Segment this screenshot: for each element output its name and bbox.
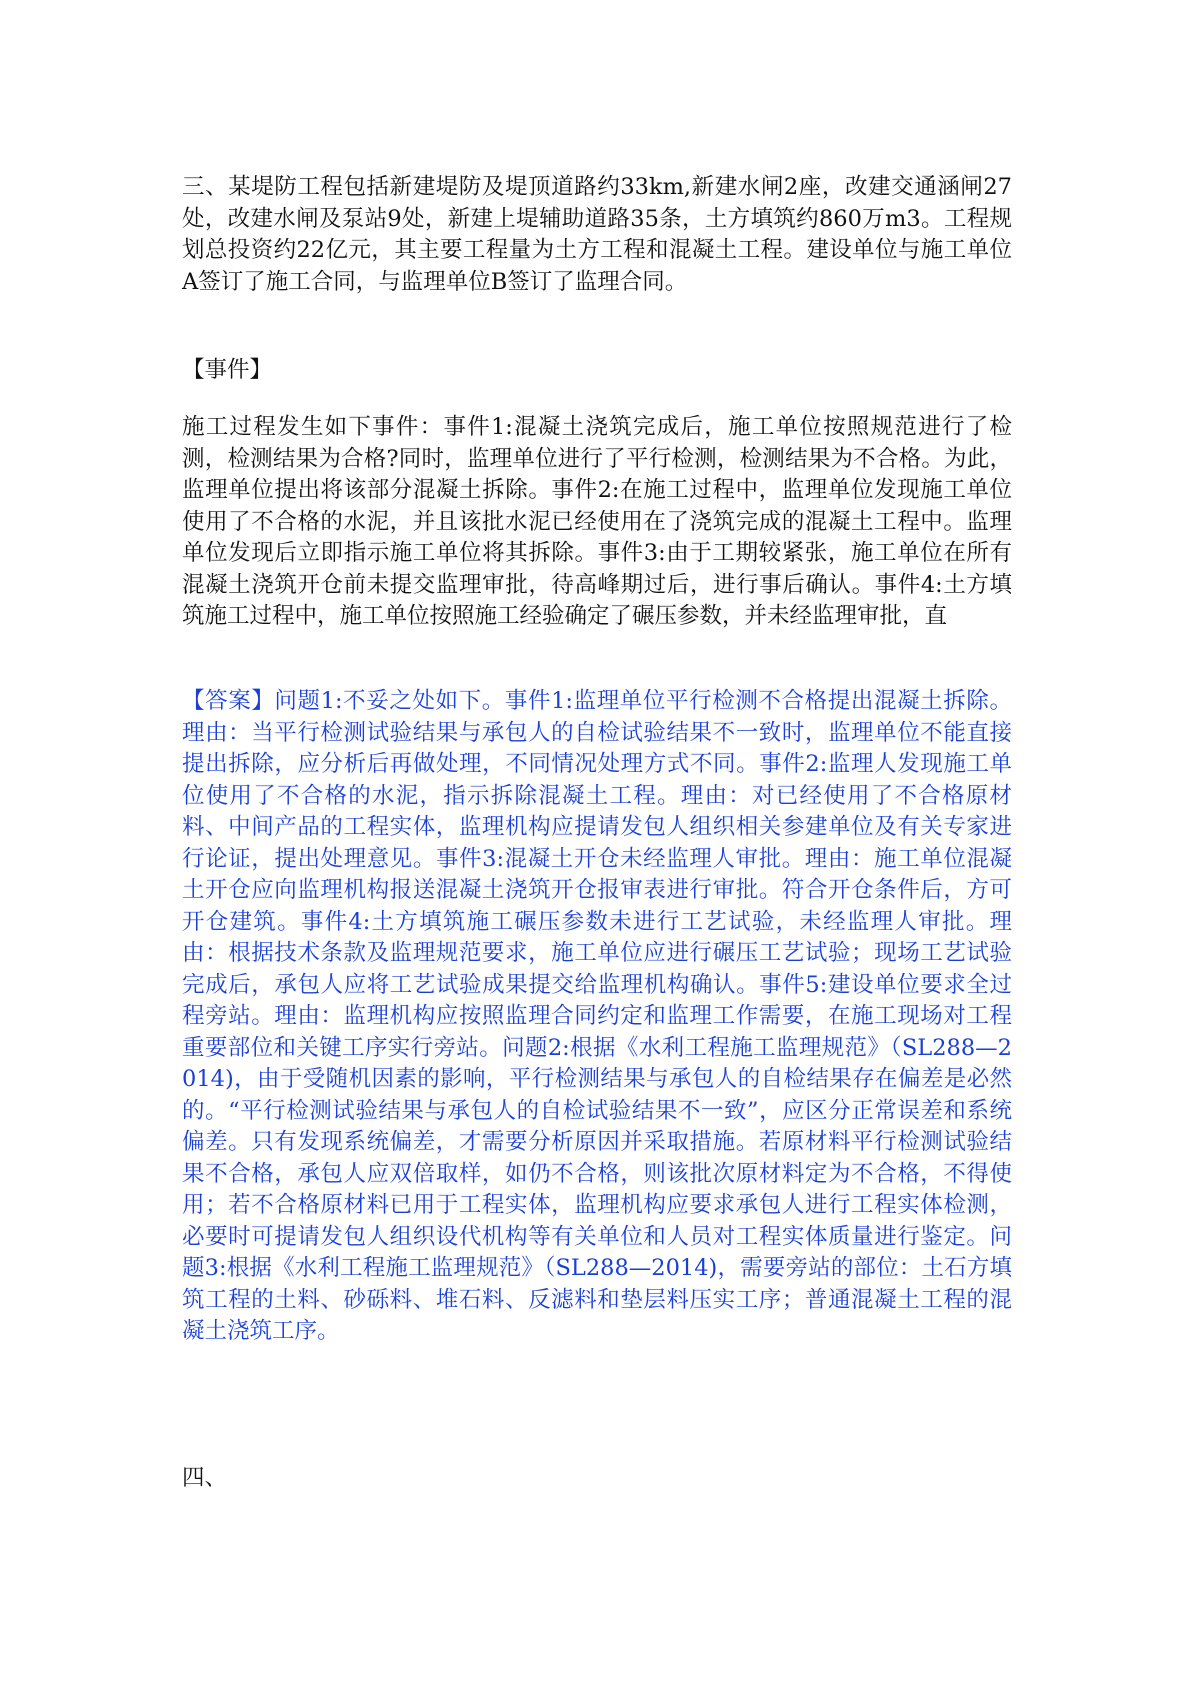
question-intro-paragraph: 三、某堤防工程包括新建堤防及堤顶道路约33km,新建水闸2座，改建交通涵闸27处，改建水闸及泵站9处，新建上堤辅助道路35条，土方填筑约860万m3。工程规划总投资约22亿元，其主要工程量为土方工程和混凝土工程。建设单位与施工单位A签订了施工合同，与监理单位B签订了监理合同。 (182, 174, 1012, 295)
next-section-label: 四、 (182, 1465, 228, 1491)
events-heading: 【事件】 (182, 357, 273, 383)
answer-paragraph: 【答案】问题1:不妥之处如下。事件1:监理单位平行检测不合格提出混凝土拆除。理由：当平行检测试验结果与承包人的自检试验结果不一致时，监理单位不能直接提出拆除，应分析后再做处理，不同情况处理方式不同。事件2:监理人发现施工单位使用了不合格的水泥，指示拆除混凝土工程。理由：对已经使用了不合格原材料、中间产品的工程实体，监理机构应提请发包人组织相关参建单位及有关专家进行论证，提出处理意见。事件3:混凝土开仓未经监理人审批。理由：施工单位混凝土开仓应向监理机构报送混凝土浇筑开仓报审表进行审批。符合开仓条件后，方可开仓建筑。事件4:土方填筑施工碾压参数未进行工艺试验，未经监理人审批。理由：根据技术条款及监理规范要求，施工单位应进行碾压工艺试验；现场工艺试验完成后，承包人应将工艺试验成果提交给监理机构确认。事件5:建设单位要求全过程旁站。理由：监理机构应按照监理合同约定和监理工作需要，在施工现场对工程重要部位和关键工序实行旁站。问题2:根据《水利工程施工监理规范》（SL288—2014)，由于受随机因素的影响，平行检测结果与承包人的自检结果存在偏差是必然的。“平行检测试验结果与承包人的自检试验结果不一致”，应区分正常误差和系统偏差。只有发现系统偏差，才需要分析原因并采取措施。若原材料平行检测试验结果不合格，承包人应双倍取样，如仍不合格，则该批次原材料定为不合格，不得使用；若不合格原材料已用于工程实体，监理机构应要求承包人进行工程实体检测，必要时可提请发包人组织设代机构等有关单位和人员对工程实体质量进行鉴定。问题3:根据《水利工程施工监理规范》（SL288—2014)，需要旁站的部位：土石方填筑工程的土料、砂砾料、堆石料、反滤料和垫层料压实工序；普通混凝土工程的混凝土浇筑工序。 (182, 688, 1012, 1344)
events-paragraph: 施工过程发生如下事件：事件1:混凝土浇筑完成后，施工单位按照规范进行了检测，检测结果为合格?同时，监理单位进行了平行检测，检测结果为不合格。为此，监理单位提出将该部分混凝土拆除。事件2:在施工过程中，监理单位发现施工单位使用了不合格的水泥，并且该批水泥已经使用在了浇筑完成的混凝土工程中。监理单位发现后立即指示施工单位将其拆除。事件3:由于工期较紧张，施工单位在所有混凝土浇筑开仓前未提交监理审批，待高峰期过后，进行事后确认。事件4:土方填筑施工过程中，施工单位按照施工经验确定了碾压参数，并未经监理审批，直 (182, 414, 1012, 629)
